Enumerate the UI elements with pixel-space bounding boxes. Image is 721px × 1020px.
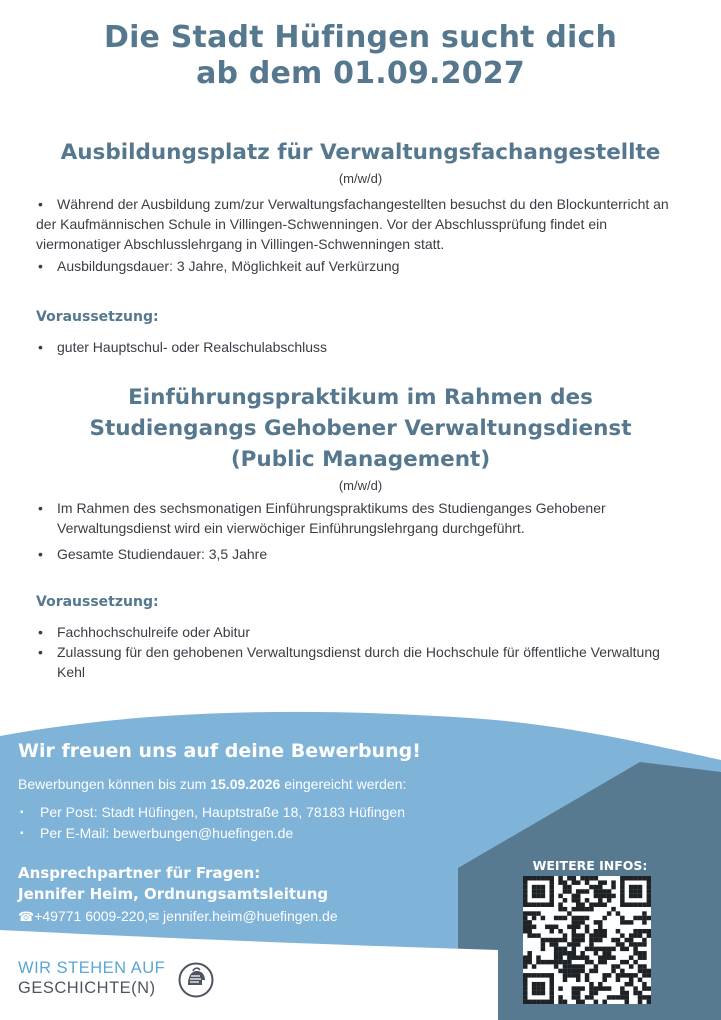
helmet-emblem-icon bbox=[178, 962, 214, 998]
list-item: • Während der Ausbildung zum/zur Verwaltungsfachangestellten besuchst du den Blockunterricht an der Kaufmännischen Schule in Villingen-Schwenningen. Vor der Abschlussprüfung findet ein viermonatiger Abschlusslehrgang in Villingen-Schwenningen statt. bbox=[36, 194, 676, 254]
contact-email[interactable]: jennifer.heim@huefingen.de bbox=[159, 908, 338, 924]
deadline-suffix: eingereicht werden: bbox=[280, 776, 407, 792]
section2-bullets bbox=[36, 498, 676, 564]
list-item: • Zulassung für den gehobenen Verwaltungsdienst durch die Hochschule für öffentliche Verwaltung Kehl bbox=[36, 642, 676, 682]
contact-person: Jennifer Heim, Ordnungsamtsleitung bbox=[18, 885, 329, 903]
channel-post: ▪ Per Post: Stadt Hüfingen, Hauptstraße 18, 78183 Hüfingen bbox=[18, 802, 405, 823]
logo-line-2: GESCHICHTE(N) bbox=[18, 979, 156, 997]
section2-title-line-1: Einführungspraktikum im Rahmen des bbox=[128, 385, 593, 410]
contact-heading: Ansprechpartner für Fragen: bbox=[18, 864, 261, 882]
list-item: • Ausbildungsdauer: 3 Jahre, Möglichkeit auf Verkürzung bbox=[36, 256, 676, 276]
list-item: • Im Rahmen des sechsmonatigen Einführungspraktikums des Studienganges Gehobener Verwaltungsdienst wird ein vierwöchiger Einführungslehrgang durchgeführt. bbox=[36, 498, 676, 538]
section1-bullets bbox=[36, 194, 676, 276]
page-title bbox=[0, 20, 721, 92]
logo bbox=[18, 958, 165, 998]
envelope-icon: ✉ bbox=[148, 909, 160, 924]
title-line-1: Die Stadt Hüfingen sucht dich bbox=[103, 20, 618, 55]
section2-requirements bbox=[36, 622, 676, 682]
qr-code-icon[interactable] bbox=[523, 876, 651, 1004]
logo-line-1: WIR STEHEN AUF bbox=[18, 959, 166, 977]
section2-title-line-2: Studiengangs Gehobener Verwaltungsdienst bbox=[89, 416, 632, 441]
phone-icon: ☎ bbox=[18, 909, 35, 924]
application-deadline bbox=[18, 776, 406, 792]
section1-requirements bbox=[36, 337, 676, 357]
list-item: • Gesamte Studiendauer: 3,5 Jahre bbox=[36, 544, 676, 564]
section2-title bbox=[0, 382, 721, 475]
application-channels bbox=[18, 802, 405, 844]
section1-gender: (m/w/d) bbox=[338, 171, 383, 186]
section1-requirement-label: Voraussetzung: bbox=[36, 309, 159, 325]
section2-title-line-3: (Public Management) bbox=[230, 447, 491, 472]
contact-details bbox=[18, 908, 338, 925]
title-line-2: ab dem 01.09.2027 bbox=[196, 56, 525, 91]
section1-title: Ausbildungsplatz für Verwaltungsfachangestellte bbox=[60, 140, 661, 165]
deadline-date: 15.09.2026 bbox=[210, 776, 281, 792]
deadline-prefix: Bewerbungen können bis zum bbox=[18, 776, 211, 792]
section2-requirement-label: Voraussetzung: bbox=[36, 594, 159, 610]
contact-phone[interactable]: +49771 6009-220, bbox=[34, 908, 149, 924]
list-item: • Fachhochschulreife oder Abitur bbox=[36, 622, 676, 642]
channel-email[interactable]: ▪ Per E-Mail: bewerbungen@huefingen.de bbox=[18, 823, 405, 844]
more-info-label: WEITERE INFOS: bbox=[532, 858, 648, 873]
section2-gender: (m/w/d) bbox=[338, 478, 383, 493]
list-item: • guter Hauptschul- oder Realschulabschluss bbox=[36, 337, 676, 357]
application-headline: Wir freuen uns auf deine Bewerbung! bbox=[18, 740, 421, 762]
